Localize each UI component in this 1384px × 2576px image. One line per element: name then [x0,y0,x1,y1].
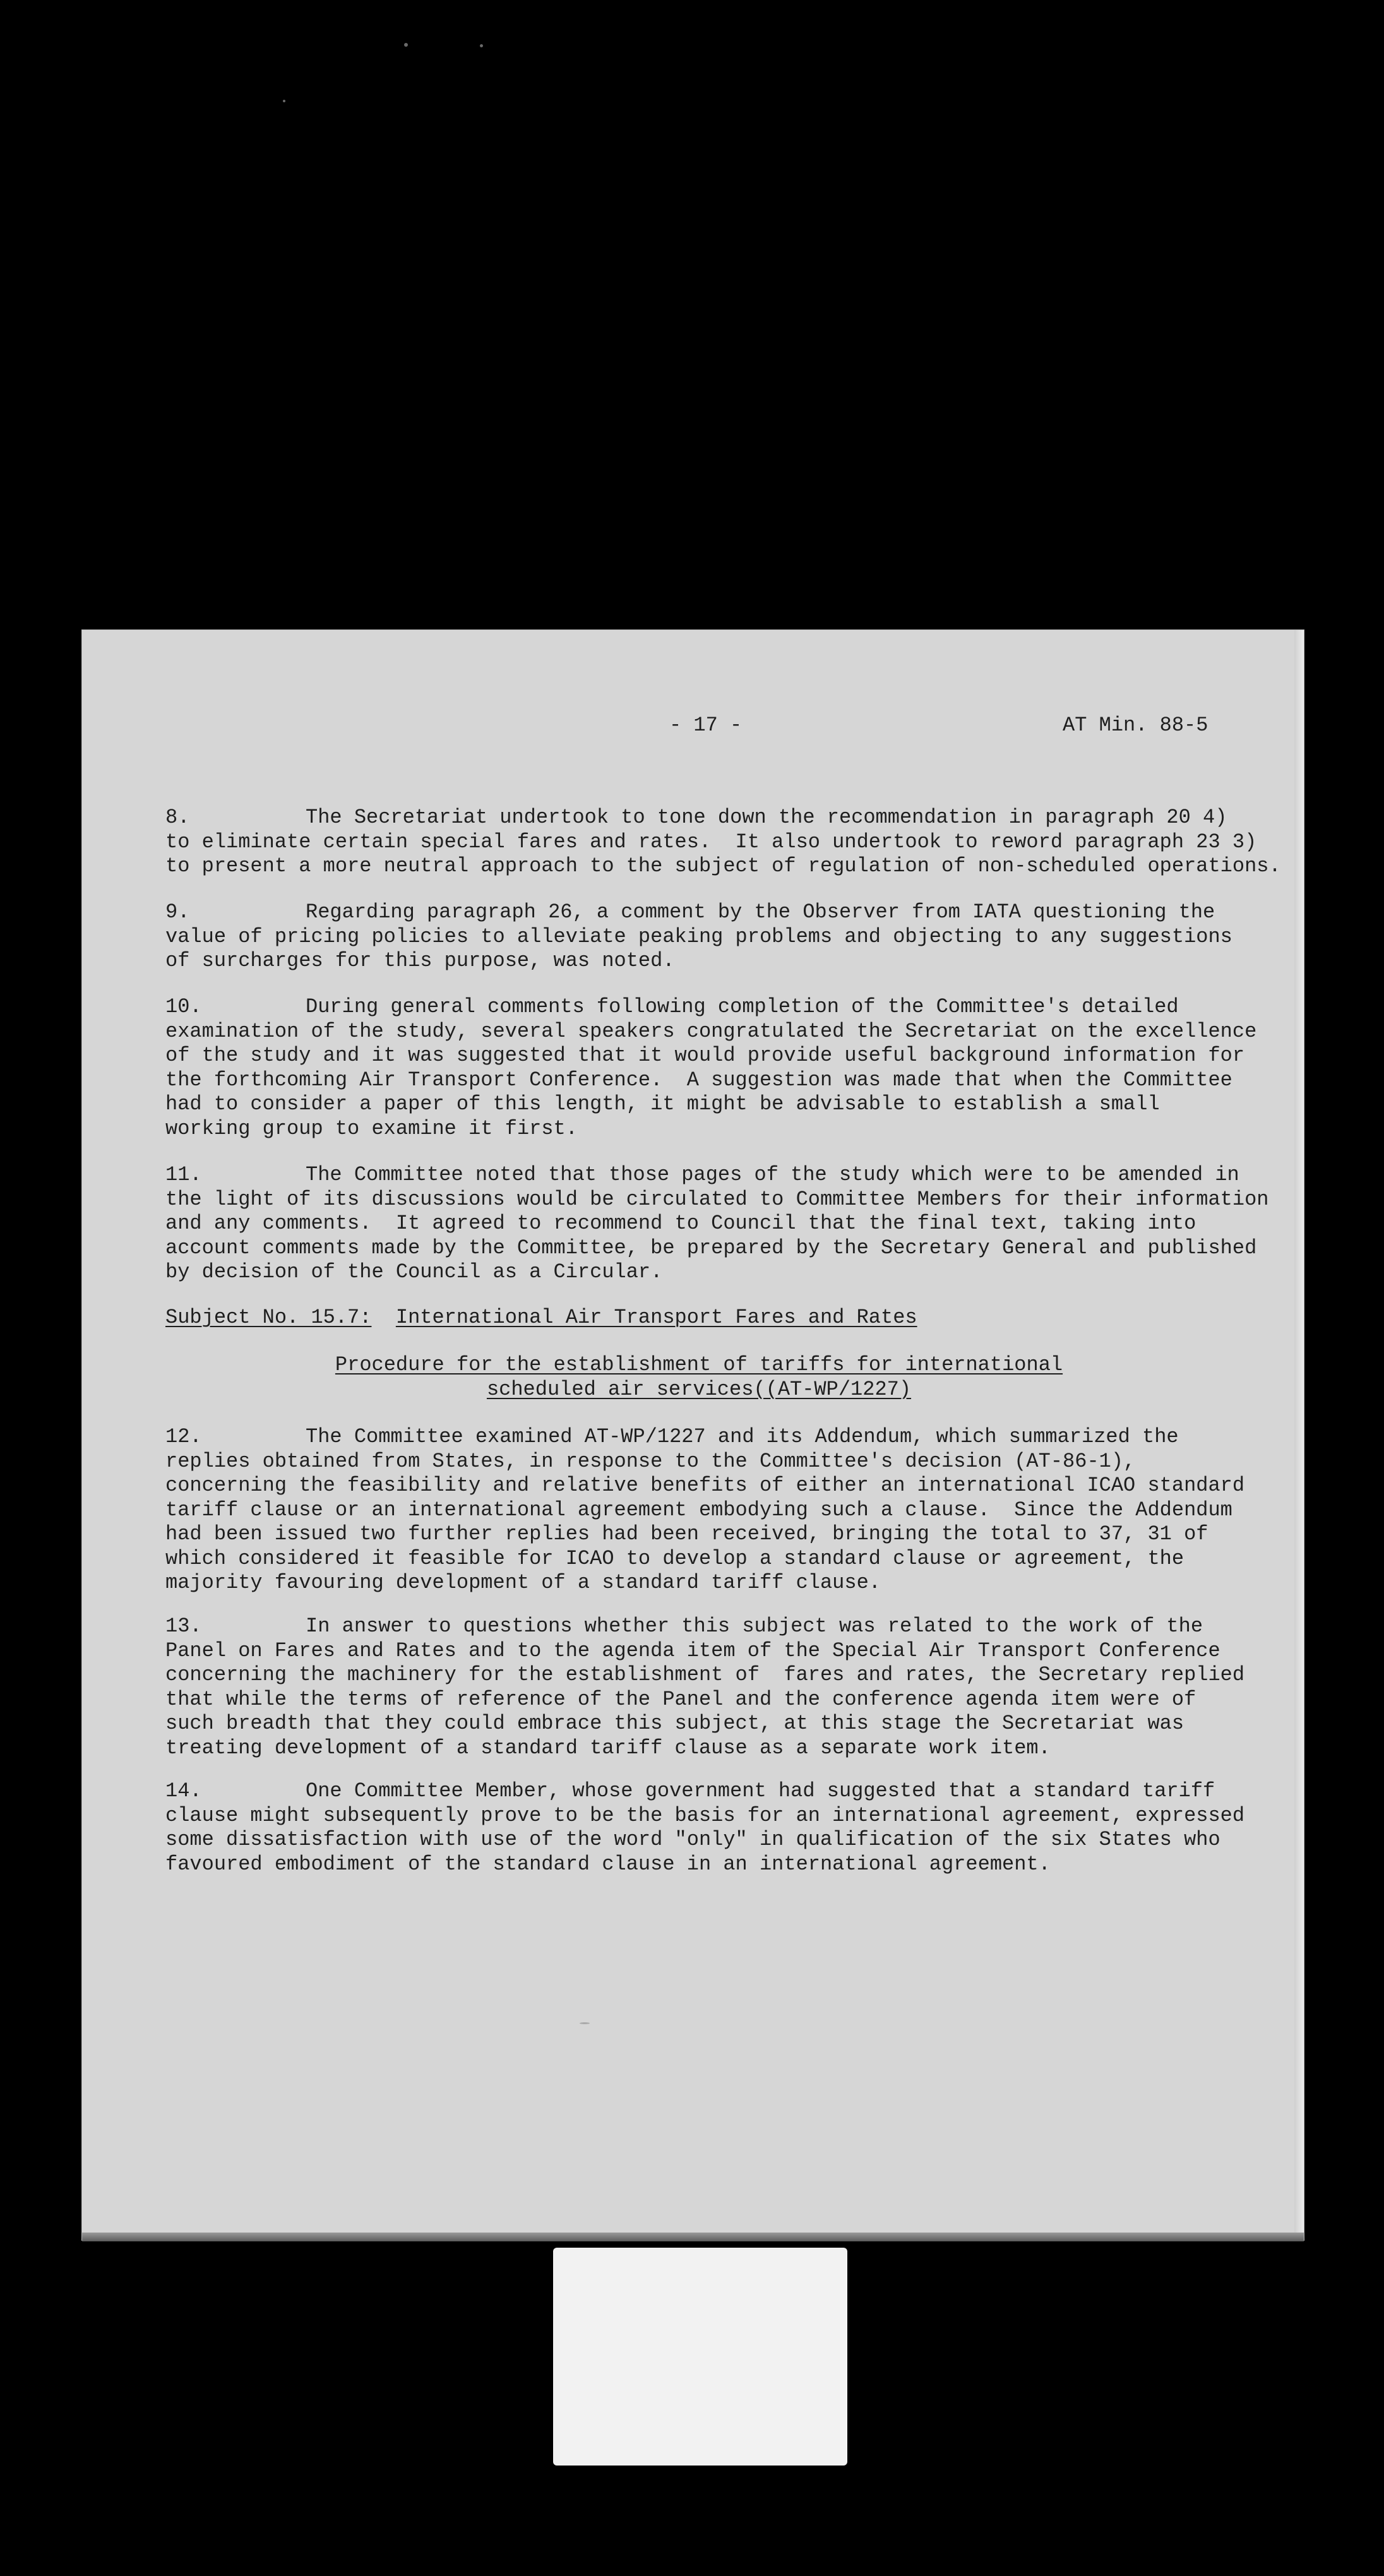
document-reference: AT Min. 88-5 [1063,713,1208,737]
paragraph-line: of the study and it was suggested that it would provide useful background information for [165,1044,1245,1067]
paragraph-first-line: The Committee noted that those pages of the study which were to be amended in [306,1163,1239,1186]
paragraph-first-line: During general comments following completion of the Committee's detailed [306,995,1179,1018]
procedure-line-2: scheduled air services((AT-WP/1227) [486,1377,912,1401]
paragraph-12 [165,1425,1244,1595]
paragraph-number: 8. [165,806,190,829]
paragraph-number: 11. [165,1163,202,1186]
paragraph-line: examination of the study, several speakers congratulated the Secretariat on the excellence [165,1019,1257,1043]
paragraph-line: concerning the feasibility and relative benefits of either an international ICAO standard [165,1474,1245,1497]
paragraph-9 [165,900,1232,974]
blank-slip [553,2248,847,2466]
paragraph-first-line: One Committee Member, whose government had suggested that a standard tariff [306,1779,1215,1803]
paragraph-line: tariff clause or an international agreement embodying such a clause. Since the Addendum [165,1498,1232,1522]
page-edge-right [1294,630,1304,2240]
dust-speck [283,100,285,102]
paragraph-line: working group to examine it first. [165,1116,578,1140]
paragraph-first-line: In answer to questions whether this subject was related to the work of the [306,1614,1203,1638]
paragraph-8 [165,806,1281,879]
procedure-heading [165,1353,1232,1402]
paragraph-number: 14. [165,1779,202,1803]
paragraph-line: and any comments. It agreed to recommend to Council that the final text, taking into [165,1212,1196,1235]
paragraph-line: to eliminate certain special fares and rates. It also undertook to reword paragraph 23 3) [165,830,1257,854]
paragraph-line: Panel on Fares and Rates and to the agenda item of the Special Air Transport Conference [165,1638,1220,1662]
page-number: - 17 - [669,713,743,737]
paragraph-line: the light of its discussions would be circulated to Committee Members for their information [165,1187,1269,1211]
paragraph-line: that while the terms of reference of the Panel and the conference agenda item were of [165,1687,1196,1711]
paragraph-number: 12. [165,1425,202,1448]
paragraph-line: such breadth that they could embrace this subject, at this stage the Secretariat was [165,1712,1184,1735]
paragraph-line: favoured embodiment of the standard clause in an international agreement. [165,1852,1051,1876]
dust-speck [580,2022,590,2024]
paragraph-10 [165,995,1256,1141]
dust-speck [404,43,408,47]
paragraph-first-line: The Committee examined AT-WP/1227 and its Addendum, which summarized the [306,1425,1179,1448]
dust-speck [480,44,483,47]
paragraph-line: concerning the machinery for the establishment of fares and rates, the Secretary replied [165,1663,1245,1686]
page-edge-bottom [82,2233,1304,2241]
paragraph-line: by decision of the Council as a Circular. [165,1260,663,1284]
paragraph-line: to present a more neutral approach to the subject of regulation of non-scheduled operations. [165,854,1281,878]
procedure-line-1: Procedure for the establishment of tariffs for international [335,1353,1063,1376]
subject-label: Subject No. 15.7: [165,1306,372,1329]
paragraph-line: had been issued two further replies had been received, bringing the total to 37, 31 of [165,1522,1208,1546]
paragraph-line: the forthcoming Air Transport Conference. A suggestion was made that when the Committee [165,1068,1232,1092]
paragraph-line: had to consider a paper of this length, it might be advisable to establish a small [165,1092,1160,1116]
paragraph-number: 13. [165,1614,202,1638]
paragraph-14 [165,1779,1244,1876]
paragraph-number: 10. [165,995,202,1018]
paragraph-13 [165,1614,1244,1760]
paragraph-first-line: The Secretariat undertook to tone down the recommendation in paragraph 20 4) [306,806,1227,829]
paragraph-number: 9. [165,900,190,924]
paragraph-line: clause might subsequently prove to be the basis for an international agreement, expressed [165,1803,1245,1827]
paragraph-first-line: Regarding paragraph 26, a comment by the Observer from IATA questioning the [306,900,1215,924]
paragraph-line: of surcharges for this purpose, was noted. [165,949,675,972]
paragraph-line: account comments made by the Committee, be prepared by the Secretary General and published [165,1236,1257,1260]
paragraph-line: value of pricing policies to alleviate peaking problems and objecting to any suggestions [165,924,1232,948]
subject-title: International Air Transport Fares and Rates [395,1306,917,1329]
paragraph-line: treating development of a standard tariff clause as a separate work item. [165,1736,1051,1760]
paragraph-11 [165,1163,1268,1285]
subject-heading [165,1306,917,1330]
paragraph-line: replies obtained from States, in response to the Committee's decision (AT-86-1), [165,1449,1136,1473]
paragraph-line: some dissatisfaction with use of the word "only" in qualification of the six States who [165,1828,1220,1851]
paragraph-line: which considered it feasible for ICAO to develop a standard clause or agreement, the [165,1546,1184,1570]
paragraph-line: majority favouring development of a standard tariff clause. [165,1571,881,1594]
